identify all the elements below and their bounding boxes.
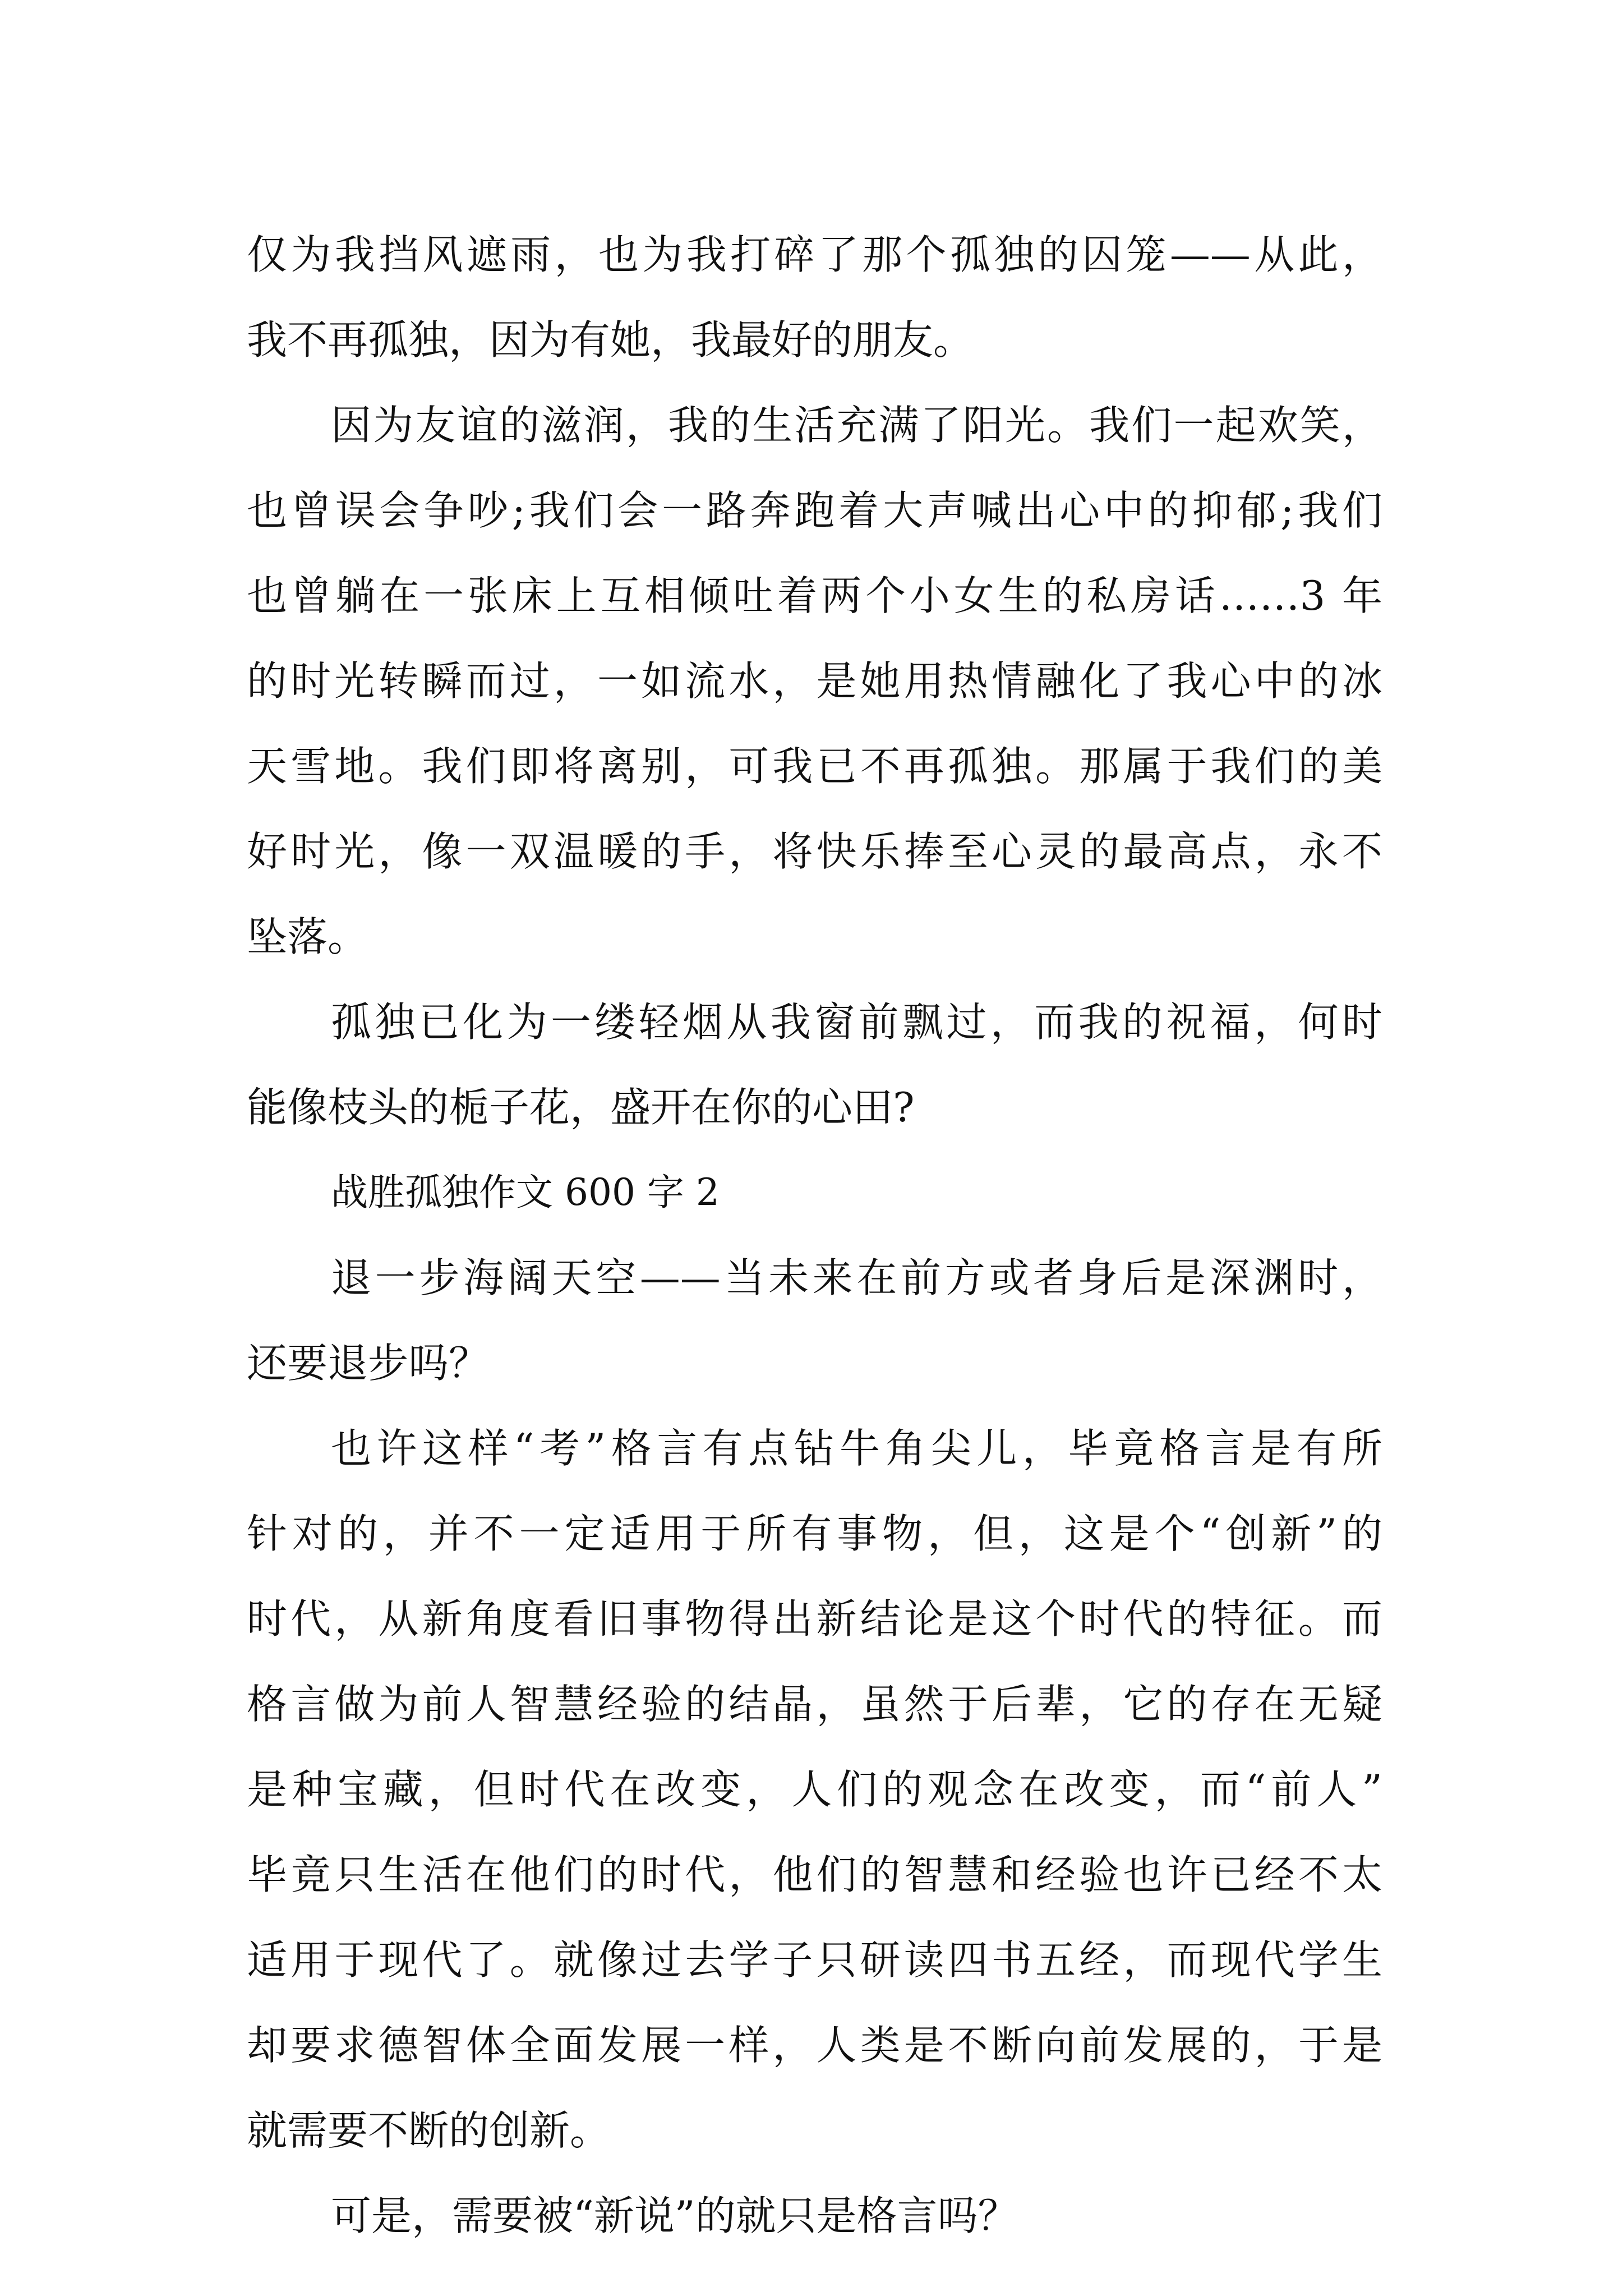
paragraph-first-line: 因为友谊的滋润，我的生活充满了阳光。我们一起欢笑， (331, 402, 1382, 449)
text-line: 我不再孤独，因为有她，我最好的朋友。 (247, 316, 974, 364)
paragraph-first-line: 也许这样“考”格言有点钻牛角尖儿，毕竟格言是有所 (331, 1425, 1382, 1472)
text-line: 就需要不断的创新。 (247, 2107, 611, 2154)
paragraph-first-line: 孤独已化为一缕轻烟从我窗前飘过，而我的祝福，何时 (331, 999, 1382, 1046)
text-line: 还要退步吗？ (247, 1340, 490, 1387)
paragraph-first-line: 可是，需要被“新说”的就只是格言吗？ (331, 2192, 1018, 2239)
text-line: 的时光转瞬而过，一如流水，是她用热情融化了我心中的冰 (247, 657, 1382, 705)
text-line: 针对的，并不一定适用于所有事物，但，这是个“创新”的 (247, 1510, 1382, 1557)
text-line: 毕竟只生活在他们的时代，他们的智慧和经验也许已经不太 (247, 1851, 1382, 1898)
document-body (247, 212, 1382, 2258)
text-line: 好时光，像一双温暖的手，将快乐捧至心灵的最高点，永不 (247, 828, 1382, 875)
text-line: 也曾躺在一张床上互相倾吐着两个小女生的私房话……3 年 (247, 572, 1382, 619)
text-line: 是种宝藏，但时代在改变，人们的观念在改变，而“前人” (247, 1766, 1382, 1813)
text-line: 能像枝头的栀子花，盛开在你的心田? (247, 1084, 915, 1131)
text-line: 格言做为前人智慧经验的结晶，虽然于后辈，它的存在无疑 (247, 1681, 1382, 1728)
text-line: 适用于现代了。就像过去学子只研读四书五经，而现代学生 (247, 1936, 1382, 1984)
text-line: 也曾误会争吵;我们会一路奔跑着大声喊出心中的抑郁;我们 (247, 487, 1382, 534)
text-line: 天雪地。我们即将离别，可我已不再孤独。那属于我们的美 (247, 743, 1382, 790)
section-heading: 战胜孤独作文 600 字 2 (331, 1171, 720, 1214)
text-line: 坠落。 (247, 913, 368, 960)
paragraph-first-line: 退一步海阔天空——当未来在前方或者身后是深渊时， (331, 1254, 1382, 1301)
text-line: 仅为我挡风遮雨，也为我打碎了那个孤独的囚笼——从此， (247, 231, 1382, 278)
text-line: 时代，从新角度看旧事物得出新结论是这个时代的特征。而 (247, 1595, 1382, 1642)
text-line: 却要求德智体全面发展一样，人类是不断向前发展的，于是 (247, 2022, 1382, 2069)
